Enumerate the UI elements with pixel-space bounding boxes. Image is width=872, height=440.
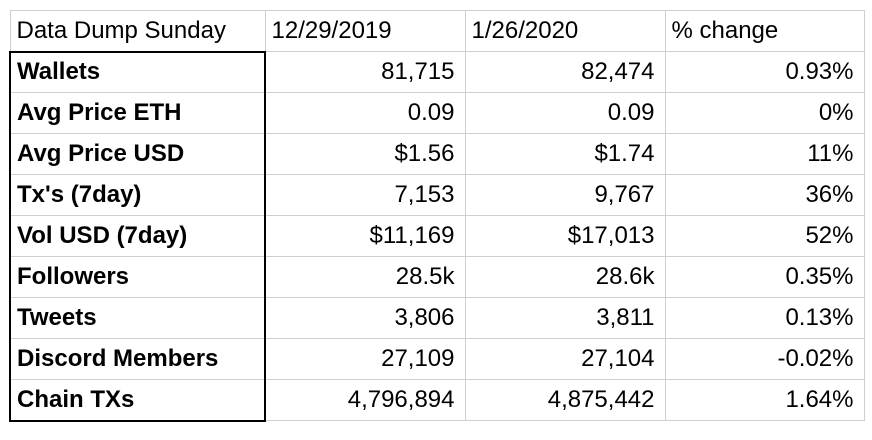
- value-2-cell[interactable]: $17,013: [465, 216, 665, 257]
- change-cell[interactable]: 0.13%: [665, 298, 864, 339]
- table-row: [10, 52, 864, 93]
- row-label-cell[interactable]: Tx's (7day): [10, 175, 265, 216]
- change-cell[interactable]: 0%: [665, 93, 864, 134]
- row-label-cell[interactable]: Vol USD (7day): [10, 216, 265, 257]
- table-row: [10, 175, 864, 216]
- value-2-cell[interactable]: 3,811: [465, 298, 665, 339]
- table-row: [10, 134, 864, 175]
- table-row: [10, 93, 864, 134]
- table-row: [10, 298, 864, 339]
- change-cell[interactable]: -0.02%: [665, 339, 864, 380]
- value-2-cell[interactable]: 4,875,442: [465, 380, 665, 421]
- table-row: [10, 339, 864, 380]
- header-date-1-cell[interactable]: 12/29/2019: [265, 11, 465, 52]
- header-title-cell[interactable]: Data Dump Sunday: [10, 11, 265, 52]
- value-1-cell[interactable]: 81,715: [265, 52, 465, 93]
- row-label-cell[interactable]: Tweets: [10, 298, 265, 339]
- row-label-cell[interactable]: Discord Members: [10, 339, 265, 380]
- value-2-cell[interactable]: 0.09: [465, 93, 665, 134]
- table-row: [10, 257, 864, 298]
- value-1-cell[interactable]: 7,153: [265, 175, 465, 216]
- row-label-cell[interactable]: Avg Price ETH: [10, 93, 265, 134]
- value-1-cell[interactable]: 0.09: [265, 93, 465, 134]
- change-cell[interactable]: 52%: [665, 216, 864, 257]
- value-2-cell[interactable]: $1.74: [465, 134, 665, 175]
- table-row: [10, 216, 864, 257]
- row-label-cell[interactable]: Wallets: [10, 52, 265, 93]
- row-label-cell[interactable]: Avg Price USD: [10, 134, 265, 175]
- row-label-cell[interactable]: Chain TXs: [10, 380, 265, 421]
- value-2-cell[interactable]: 27,104: [465, 339, 665, 380]
- header-date-2-cell[interactable]: 1/26/2020: [465, 11, 665, 52]
- table-row: [10, 380, 864, 421]
- value-1-cell[interactable]: 28.5k: [265, 257, 465, 298]
- data-table: [9, 10, 865, 422]
- value-1-cell[interactable]: $11,169: [265, 216, 465, 257]
- header-change-cell[interactable]: % change: [665, 11, 864, 52]
- value-2-cell[interactable]: 9,767: [465, 175, 665, 216]
- change-cell[interactable]: 0.35%: [665, 257, 864, 298]
- change-cell[interactable]: 1.64%: [665, 380, 864, 421]
- header-row: [10, 11, 864, 52]
- value-1-cell[interactable]: $1.56: [265, 134, 465, 175]
- table-body: [10, 11, 864, 421]
- value-1-cell[interactable]: 3,806: [265, 298, 465, 339]
- value-1-cell[interactable]: 4,796,894: [265, 380, 465, 421]
- row-label-cell[interactable]: Followers: [10, 257, 265, 298]
- value-1-cell[interactable]: 27,109: [265, 339, 465, 380]
- change-cell[interactable]: 0.93%: [665, 52, 864, 93]
- change-cell[interactable]: 36%: [665, 175, 864, 216]
- value-2-cell[interactable]: 28.6k: [465, 257, 665, 298]
- change-cell[interactable]: 11%: [665, 134, 864, 175]
- value-2-cell[interactable]: 82,474: [465, 52, 665, 93]
